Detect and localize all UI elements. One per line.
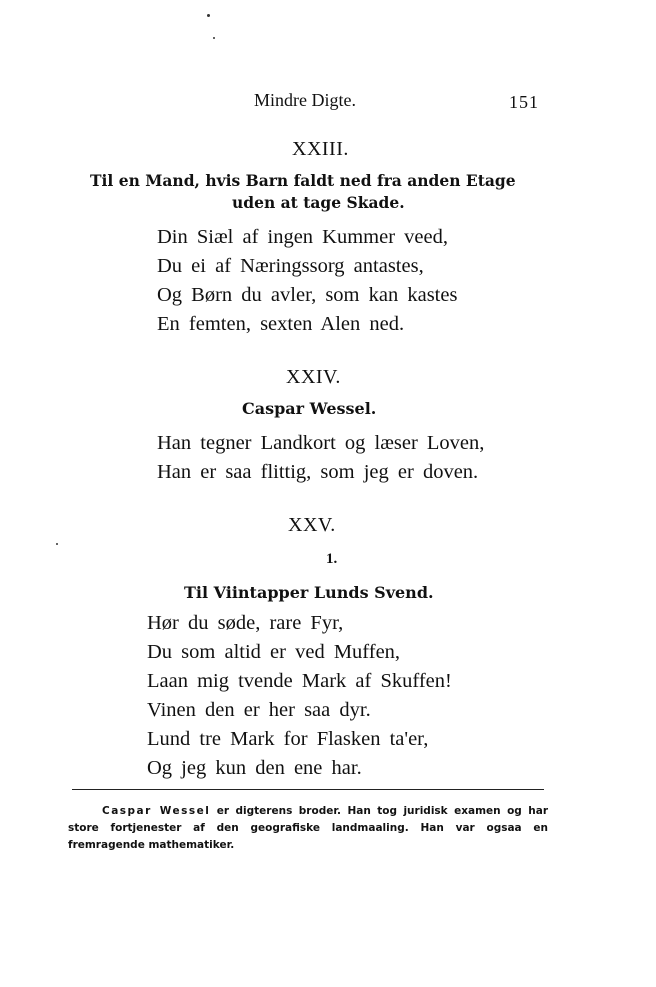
footnote xyxy=(68,803,548,854)
verse-line: Din Siæl af ingen Kummer veed, xyxy=(157,226,449,248)
footnote-text: er digterens broder. Han tog juridisk examen og har store fortjenester af den geografiske landmaaling. Han var ogsaa en fremragende mathematiker. xyxy=(68,805,548,851)
verse-line: Og jeg kun den ene har. xyxy=(147,757,362,779)
verse-line: Hør du søde, rare Fyr, xyxy=(147,612,344,634)
poem-stanza-xxiv xyxy=(157,429,484,487)
section-numeral-xxv: XXV. xyxy=(288,514,336,536)
running-header-title: Mindre Digte. xyxy=(254,90,356,110)
verse-line: Lund tre Mark for Flasken ta'er, xyxy=(147,728,429,750)
scan-speck xyxy=(213,37,215,39)
section-heading: Caspar Wessel. xyxy=(242,399,377,418)
section-heading: Til Viintapper Lunds Svend. xyxy=(184,583,434,602)
verse-line: Du som altid er ved Muffen, xyxy=(147,641,401,663)
subsection-numeral: 1. xyxy=(326,551,338,567)
verse-line: Laan mig tvende Mark af Skuffen! xyxy=(147,670,452,692)
verse-line: Han er saa flittig, som jeg er doven. xyxy=(157,461,479,483)
section-numeral-xxiii: XXIII. xyxy=(292,138,349,160)
page-number: 151 xyxy=(509,92,539,112)
scan-speck xyxy=(56,543,58,545)
section-heading-line: Til en Mand, hvis Barn faldt ned fra anden Etage xyxy=(90,171,516,190)
verse-line: Vinen den er her saa dyr. xyxy=(147,699,371,721)
verse-line: Og Børn du avler, som kan kastes xyxy=(157,284,458,306)
section-numeral-xxiv: XXIV. xyxy=(286,366,341,388)
verse-line: Du ei af Næringssorg antastes, xyxy=(157,255,424,277)
verse-line: En femten, sexten Alen ned. xyxy=(157,313,405,335)
poem-stanza-xxiii xyxy=(157,223,457,339)
footnote-rule xyxy=(72,789,544,790)
scan-speck xyxy=(207,14,210,17)
poem-stanza-xxv xyxy=(147,609,452,783)
footnote-name: Caspar Wessel xyxy=(102,805,211,817)
verse-line: Han tegner Landkort og læser Loven, xyxy=(157,432,485,454)
section-heading-line: uden at tage Skade. xyxy=(232,193,405,212)
